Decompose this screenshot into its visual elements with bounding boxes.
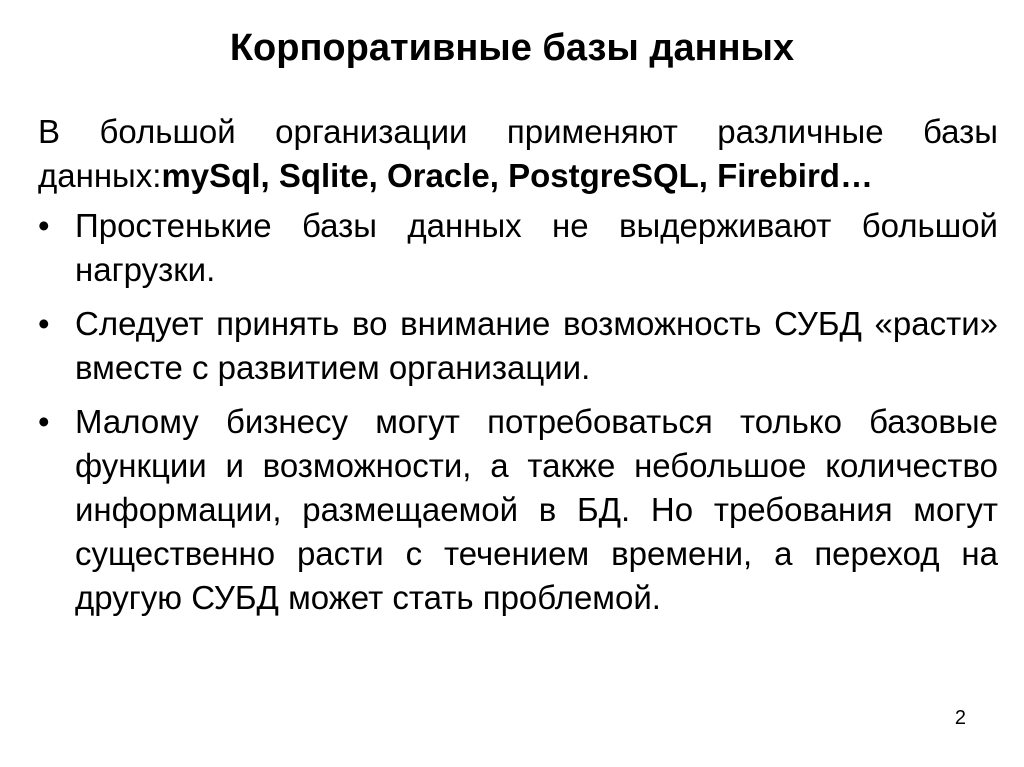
bullet-item	[38, 302, 998, 390]
bullet-text: Следует принять во внимание возможность СУБД «расти» вместе с развитием организации.	[75, 305, 998, 386]
bullet-item	[38, 400, 998, 620]
slide-title: Корпоративные базы данных	[229, 27, 795, 69]
bullet-marker: •	[38, 207, 50, 244]
bullet-text: Малому бизнесу могут потребоваться только базовые функции и возможности, а также небольшое количество информации, размещаемой в БД. Но требования могут существенно расти с течением времени, а переход на другую СУБД может стать проблемой.	[75, 403, 998, 616]
slide-content	[38, 110, 998, 630]
intro-paragraph	[38, 110, 998, 198]
page-number: 2	[954, 707, 966, 729]
bullet-marker: •	[38, 403, 50, 440]
database-list: mySql, Sqlite, Oracle, PostgreSQL, Firebird…	[161, 157, 873, 194]
bullet-item	[38, 204, 998, 292]
bullet-marker: •	[38, 305, 50, 342]
bullet-text: Простенькие базы данных не выдерживают большой нагрузки.	[75, 207, 998, 288]
bullet-list	[38, 204, 998, 620]
intro-text: В большой организации применяют различные базы данных:	[38, 113, 998, 194]
